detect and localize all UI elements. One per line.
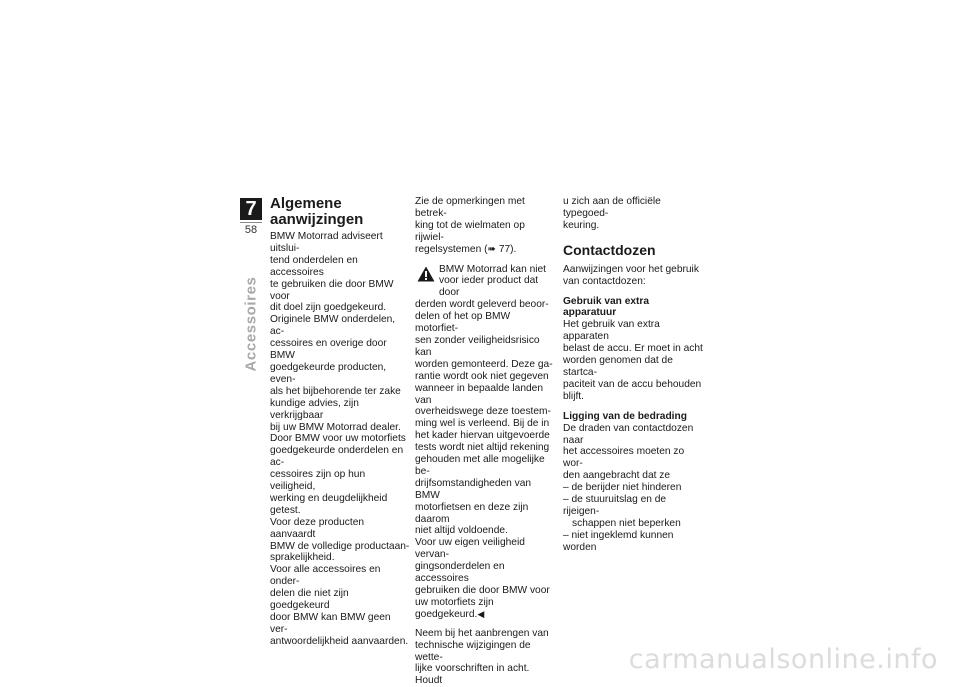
warning-line: het kader hiervan uitgevoerde (415, 430, 550, 442)
col3-line: belast de accu. Er moet in acht (563, 343, 703, 355)
column-3 (563, 196, 705, 554)
warning-line: gebruiken die door BMW voor (415, 585, 550, 596)
col1-line: door BMW kan BMW geen ver- (270, 612, 391, 635)
warning-line: Voor uw eigen veiligheid vervan- (415, 537, 525, 561)
warning-line: derden wordt geleverd beoor- (415, 299, 549, 311)
warning-line (415, 597, 555, 621)
col1-line: tend onderdelen en accessoires (270, 254, 358, 278)
warning-line: voor ieder product dat door (439, 275, 539, 299)
col1-line: goedgekeurde producten, even- (270, 361, 387, 385)
col1-line: kundige advies, zijn verkrijgbaar (270, 397, 359, 421)
col1-line: antwoordelijkheid aanvaarden. (270, 635, 409, 647)
col1-line: werking en deugdelijkheid getest. (270, 492, 388, 516)
list-item: – de stuuruitslag en de rijeigen- (563, 494, 667, 517)
col2-line: Zie de opmerkingen met betrek- (415, 196, 525, 219)
page-number: 58 (244, 224, 258, 236)
col3-line: De draden van contactdozen naar (563, 422, 694, 446)
col1-line: dit doel zijn goedgekeurd. (270, 302, 387, 314)
col2-line: lijke voorschriften in acht. Houdt (415, 663, 530, 687)
col1-line: Voor deze producten aanvaardt (270, 516, 365, 540)
warning-line: tests wordt niet altijd rekening (415, 442, 550, 454)
warning-line: overheidswege deze toestem- (415, 406, 551, 418)
col1-line: Originele BMW onderdelen, ac- (270, 314, 396, 338)
column-1 (270, 196, 410, 648)
list-item-continuation: schappen niet beperken (572, 517, 681, 529)
page-reference-link[interactable]: regelsystemen (➠ 77). (415, 243, 517, 255)
col2-line: technische wijzigingen de wette- (415, 639, 531, 663)
warning-line: gehouden met alle mogelijke be- (415, 454, 545, 477)
col3-line: worden genomen dat de startca- (563, 355, 673, 378)
heading-line: Algemene (270, 195, 342, 212)
col1-line: sprakelijkheid. (270, 552, 335, 564)
warning-line: BMW Motorrad kan niet (439, 263, 547, 275)
col1-line: te gebruiken die door BMW voor (270, 278, 394, 302)
warning-line: motorfietsen en deze zijn daarom (415, 501, 529, 525)
warning-block (415, 264, 555, 621)
warning-line: rantie wordt ook niet gegeven (415, 370, 549, 382)
subheading-wiring: Ligging van de bedrading (563, 410, 687, 422)
section-heading-contactdozen: Contactdozen (563, 241, 656, 258)
chapter-divider (240, 222, 262, 223)
warning-triangle-icon (417, 266, 435, 282)
warning-line: sen zonder veiligheidsrisico kan (415, 334, 540, 358)
warning-line: delen of het op BMW motorfiet- (415, 311, 511, 335)
col1-line: BMW de volledige productaan- (270, 540, 410, 552)
warning-line: niet altijd voldoende. (415, 525, 508, 537)
end-mark-icon: ◀ (477, 608, 485, 619)
col3-line: keuring. (563, 219, 600, 231)
col3-line: blijft. (563, 390, 584, 402)
col3-line: den aangebracht dat ze (563, 470, 671, 482)
chapter-title: Accessoires (242, 276, 260, 372)
col2-line: king tot de wielmaten op rijwiel- (415, 219, 525, 243)
col2-line: Neem bij het aanbrengen van (415, 627, 549, 639)
col1-line: als het bijbehorende ter zake (270, 385, 401, 397)
col1-line: BMW Motorrad adviseert uitslui- (270, 231, 383, 254)
subheading-extra-equipment: Gebruik van extra apparatuur (563, 295, 650, 319)
column-2 (415, 196, 555, 687)
warning-line: ming wel is verleend. Bij de in (415, 418, 550, 430)
col3-line: paciteit van de accu behouden (563, 378, 702, 390)
watermark: carmanualsonline.info (628, 644, 938, 675)
col1-line: cessoires en overige door BMW (270, 338, 387, 362)
warning-last-text: uw motorfiets zijn goedgekeurd. (415, 596, 494, 620)
list-item: – de berijder niet hinderen (563, 482, 682, 494)
heading-line: aanwijzingen (270, 211, 364, 228)
chapter-number: 7 (240, 198, 262, 220)
col3-line: het accessoires moeten zo wor- (563, 446, 685, 470)
col1-line: delen die niet zijn goedgekeurd (270, 588, 349, 612)
list-item: – niet ingeklemd kunnen worden (563, 529, 674, 553)
col3-line: Het gebruik van extra apparaten (563, 319, 660, 343)
col3-line: van contactdozen: (563, 275, 646, 287)
col1-line: cessoires zijn op hun veiligheid, (270, 469, 366, 493)
warning-line: drijfsomstandigheden van BMW (415, 477, 532, 501)
warning-line: gingsonderdelen en accessoires (415, 561, 505, 585)
col3-line: u zich aan de officiële typegoed- (563, 196, 661, 219)
warning-line: worden gemonteerd. Deze ga- (415, 358, 553, 370)
section-heading-general (270, 196, 410, 228)
col3-line: Aanwijzingen voor het gebruik (563, 263, 699, 275)
warning-line: wanneer in bepaalde landen van (415, 382, 544, 406)
col1-line: bij uw BMW Motorrad dealer. (270, 421, 401, 433)
col1-line: goedgekeurde onderdelen en ac- (270, 445, 404, 469)
col1-line: Door BMW voor uw motorfiets (270, 433, 406, 445)
col1-line: Voor alle accessoires en onder- (270, 564, 381, 588)
